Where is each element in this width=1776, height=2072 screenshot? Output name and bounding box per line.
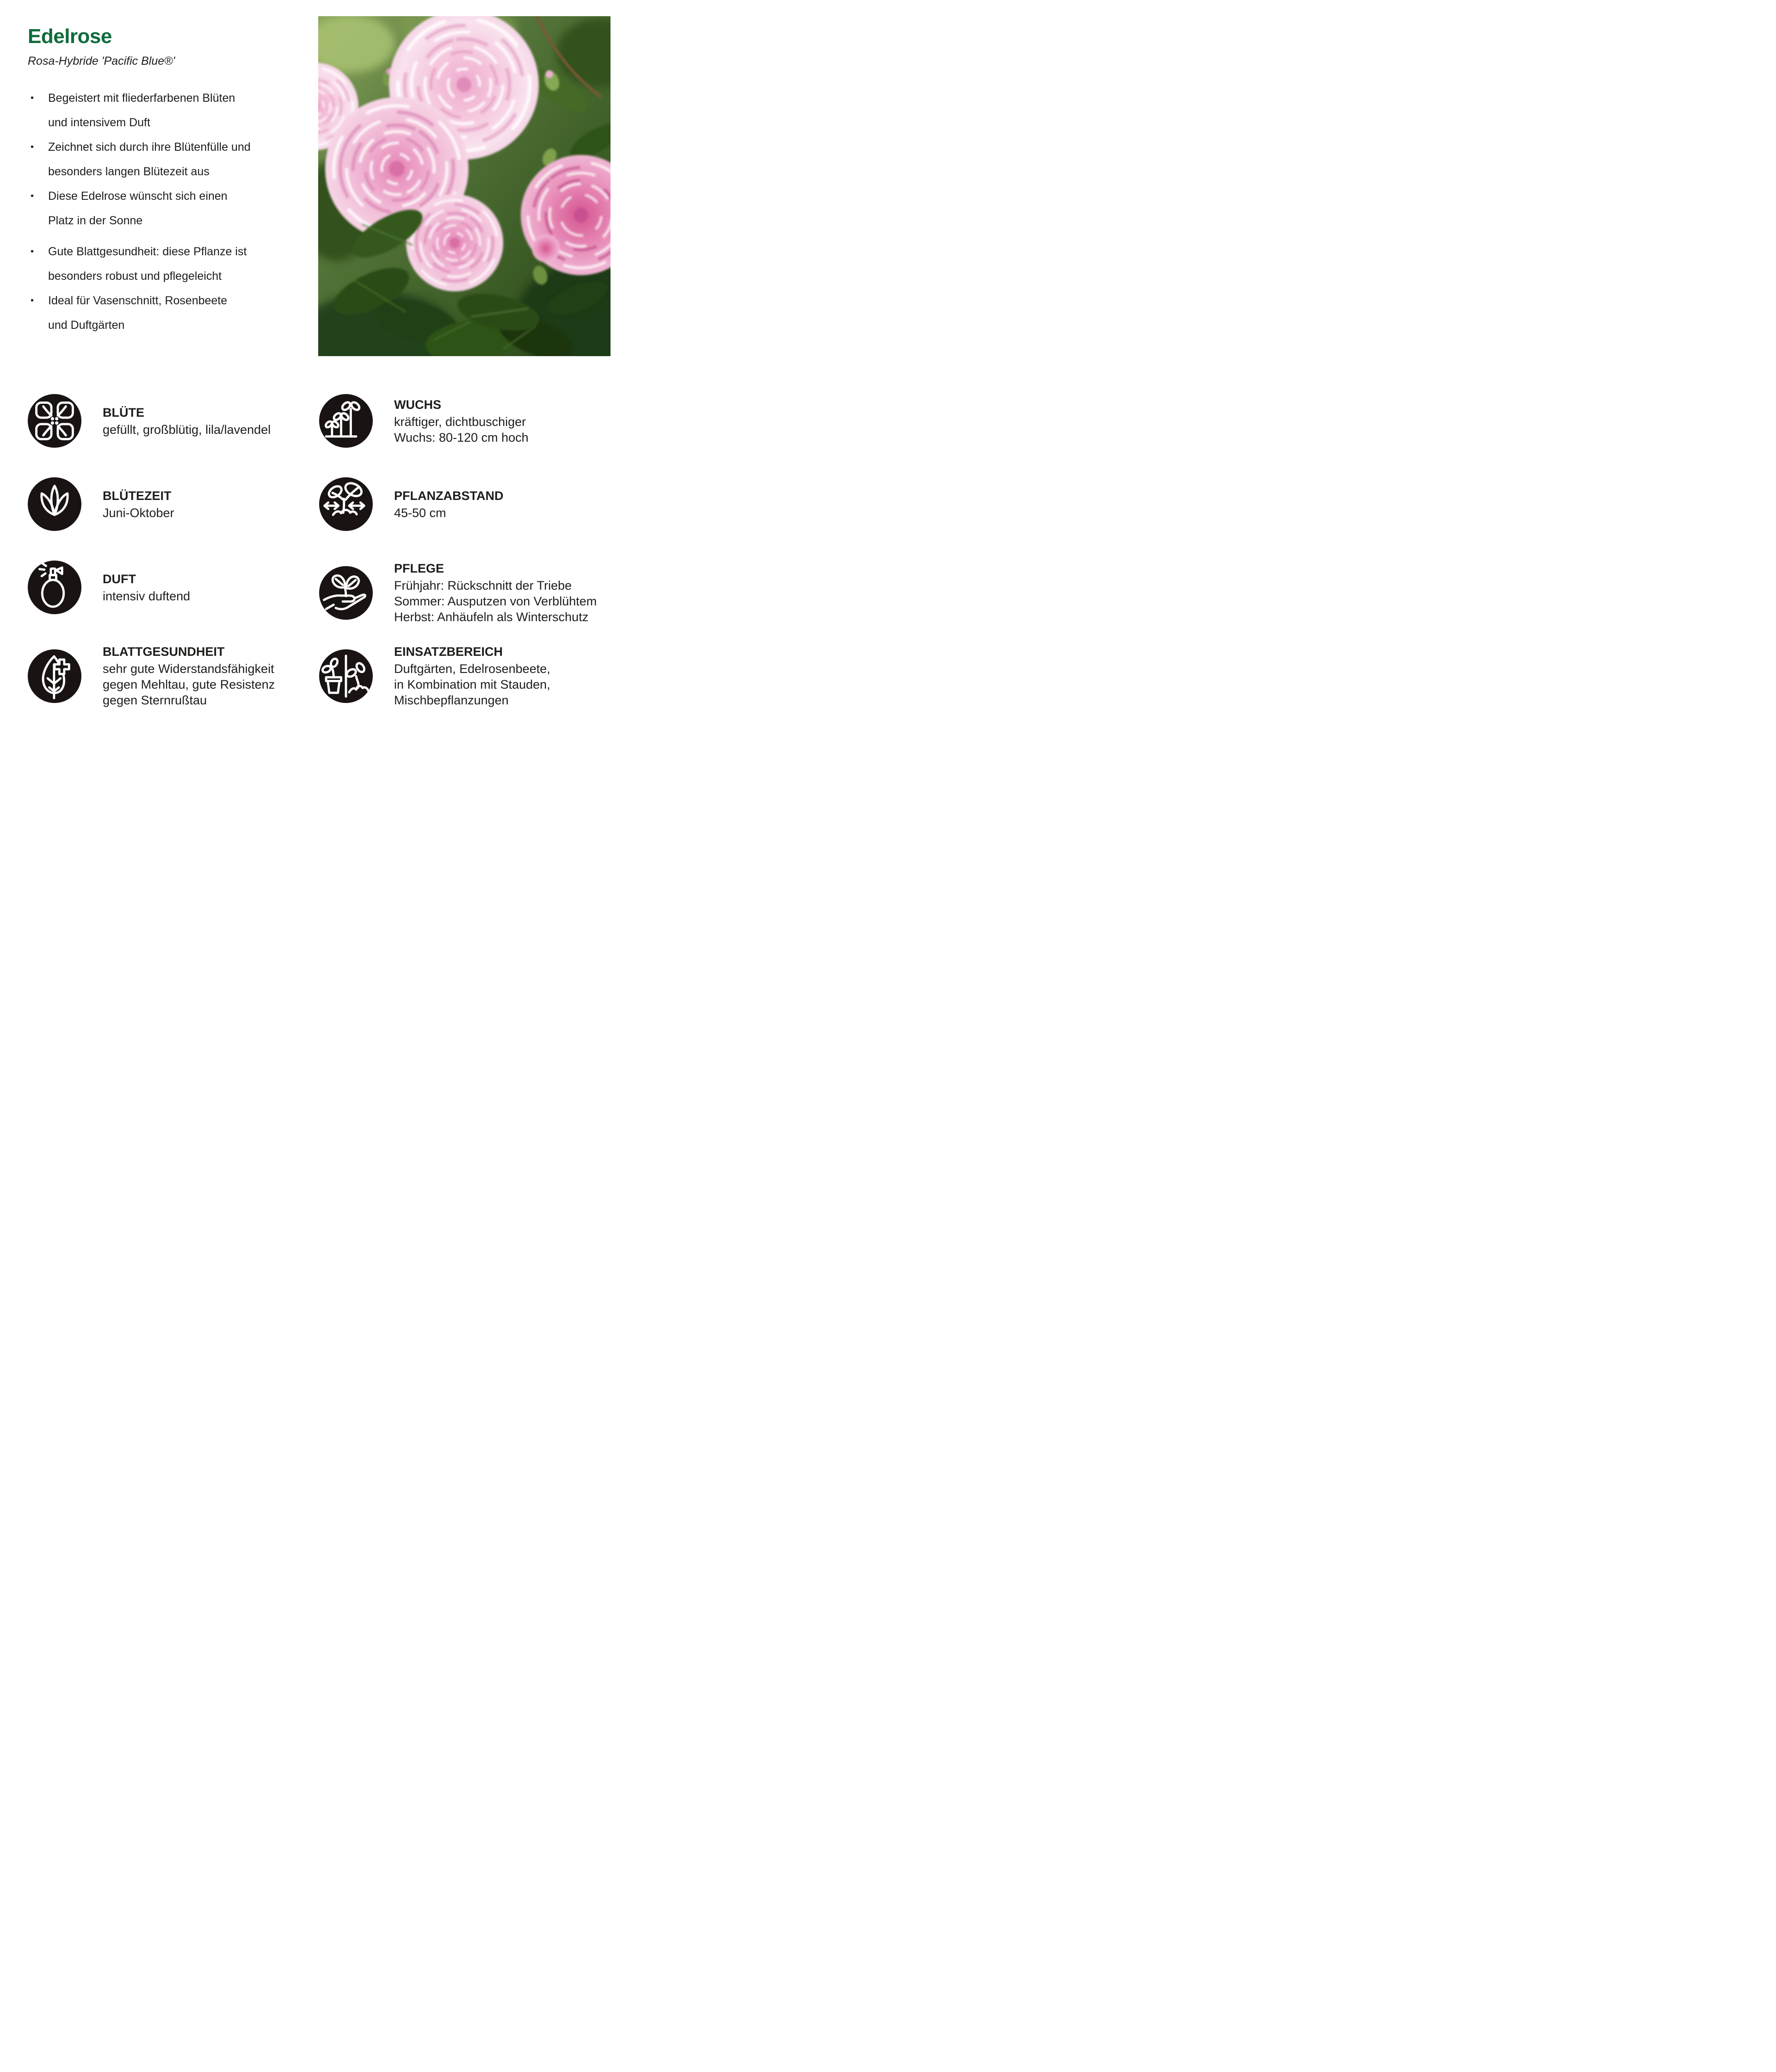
feature-line: Juni-Oktober <box>103 506 174 520</box>
bullet-line: • Gute Blattgesundheit: diese Pflanze ist <box>48 245 247 258</box>
botanical-name: Rosa-Hybride 'Pacific Blue®' <box>28 55 175 68</box>
feature-line: in Kombination mit Stauden, <box>394 678 550 691</box>
bloom-time-icon <box>28 477 81 531</box>
feature-title: BLÜTEZEIT <box>103 488 172 503</box>
bullet-line: besonders robust und pflegeleicht <box>48 270 222 283</box>
page-title: Edelrose <box>28 25 112 48</box>
leaf-health-icon <box>28 649 81 703</box>
bullet-line: und intensivem Duft <box>48 116 150 129</box>
bullet-line: • Zeichnet sich durch ihre Blütenfülle und <box>48 141 251 154</box>
bullet-line: • Begeistert mit fliederfarbenen Blüten <box>48 92 235 105</box>
feature-line: sehr gute Widerstandsfähigkeit <box>103 662 274 676</box>
feature-pflege <box>319 561 597 625</box>
feature-line: intensiv duftend <box>103 589 191 603</box>
feature-bullet-list <box>28 86 310 338</box>
feature-line: gefüllt, großblütig, lila/lavendel <box>103 422 271 437</box>
bullet-line: • Ideal für Vasenschnitt, Rosenbeete <box>48 294 228 307</box>
feature-einsatzbereich <box>319 644 550 708</box>
feature-bluete <box>28 394 271 448</box>
list-item <box>28 135 310 184</box>
bullet-line: • Diese Edelrose wünscht sich einen <box>48 190 228 203</box>
bullet-line: und Duftgärten <box>48 319 125 332</box>
list-item <box>28 240 310 289</box>
feature-wuchs <box>319 394 529 448</box>
feature-title: PFLANZABSTAND <box>394 488 504 503</box>
feature-line: Sommer: Ausputzen von Verblühtem <box>394 594 597 608</box>
product-sheet <box>0 0 610 712</box>
feature-title: PFLEGE <box>394 561 444 575</box>
list-item <box>28 289 310 338</box>
feature-line: Frühjahr: Rückschnitt der Triebe <box>394 579 572 592</box>
rose-photo <box>318 16 610 356</box>
feature-title: DUFT <box>103 572 136 586</box>
feature-line: Duftgärten, Edelrosenbeete, <box>394 662 550 676</box>
feature-line: gegen Mehltau, gute Resistenz <box>103 678 275 691</box>
care-hand-icon <box>319 566 373 620</box>
flower-icon <box>28 394 81 448</box>
feature-duft <box>28 561 190 614</box>
feature-line: 45-50 cm <box>394 506 446 520</box>
feature-line: Wuchs: 80-120 cm hoch <box>394 430 529 444</box>
plant-spacing-icon <box>319 477 373 531</box>
feature-title: BLÜTE <box>103 405 144 419</box>
feature-line: kräftiger, dichtbuschiger <box>394 414 526 429</box>
growth-icon <box>319 394 373 448</box>
list-item <box>28 86 310 135</box>
feature-blattgesundheit <box>28 644 275 708</box>
bullet-line: besonders langen Blütezeit aus <box>48 165 210 178</box>
feature-line: Mischbepflanzungen <box>394 693 509 707</box>
list-item <box>28 184 310 233</box>
feature-line: gegen Sternrußtau <box>103 693 207 707</box>
bullet-line: Platz in der Sonne <box>48 214 143 227</box>
feature-bluetezeit <box>28 477 174 531</box>
feature-line: Herbst: Anhäufeln als Winterschutz <box>394 610 589 624</box>
fragrance-icon <box>28 561 81 614</box>
feature-pflanzabstand <box>319 477 503 531</box>
feature-title: BLATTGESUNDHEIT <box>103 645 225 659</box>
usage-area-icon <box>319 649 373 703</box>
feature-title: WUCHS <box>394 397 441 412</box>
feature-title: EINSATZBEREICH <box>394 645 503 659</box>
